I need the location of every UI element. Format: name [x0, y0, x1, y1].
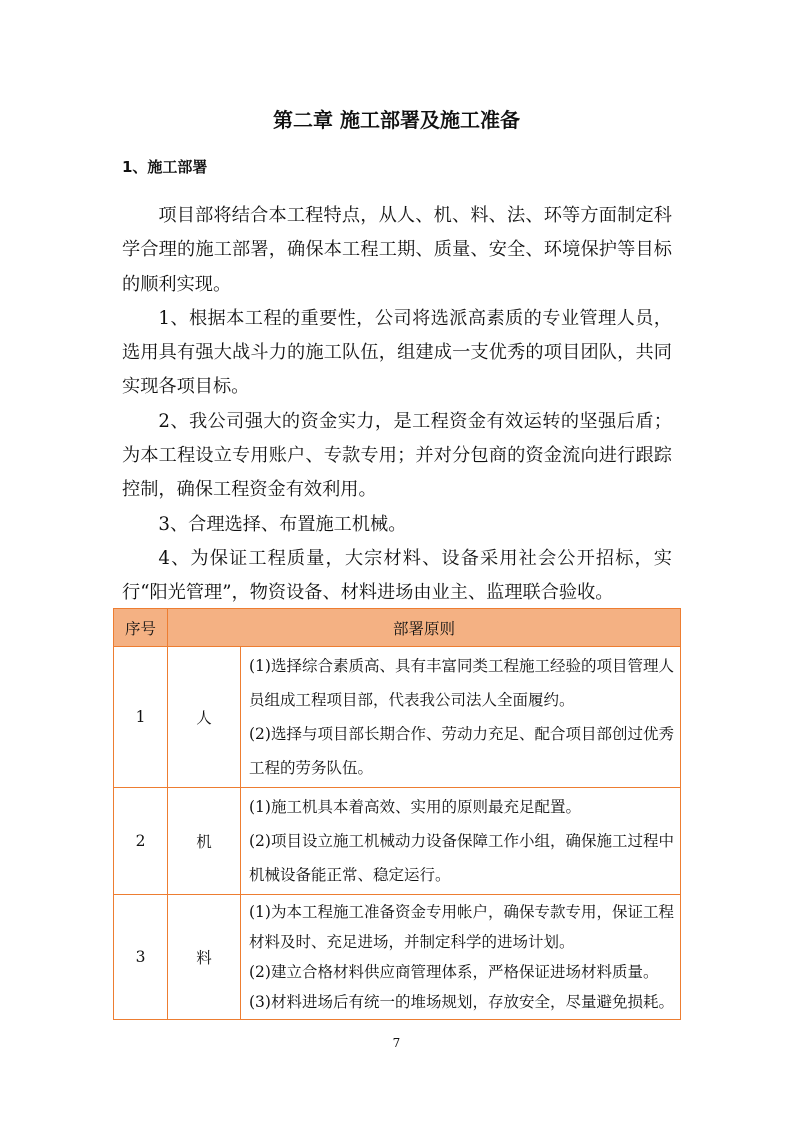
page-number: 7: [392, 1036, 401, 1050]
paragraph: 3、合理选择、布置施工机械。: [158, 513, 407, 535]
row-category: 机: [168, 788, 241, 895]
row-category: 人: [168, 647, 241, 788]
row-item: (2)项目设立施工机械动力设备保障工作小组，确保施工过程中机械设备能正常、稳定运行。: [249, 832, 674, 884]
row-item: (2)选择与项目部长期合作、劳动力充足、配合项目部创过优秀工程的劳务队伍。: [249, 725, 674, 777]
row-item: (1)为本工程施工准备资金专用帐户，确保专款专用，保证工程材料及时、充足进场，并制定科学的进场计划。: [249, 903, 674, 951]
row-items: [241, 788, 681, 895]
row-item: (1)选择综合素质高、具有丰富同类工程施工经验的项目管理人员组成工程项目部，代表我公司法人全面履约。: [249, 657, 674, 709]
row-item: (3)材料进场后有统一的堆场规划，存放安全，尽量避免损耗。: [249, 993, 674, 1011]
paragraph: 4、为保证工程质量，大宗材料、设备采用社会公开招标，实行“阳光管理”，物资设备、材料进场由业主、监理联合验收。: [122, 547, 672, 604]
row-item: (1)施工机具本着高效、实用的原则最充足配置。: [249, 798, 581, 816]
table-row: [114, 788, 681, 895]
table-row: [114, 895, 681, 1020]
row-item: (2)建立合格材料供应商管理体系，严格保证进场材料质量。: [249, 963, 659, 981]
header-no: 序号: [114, 609, 168, 647]
header-principle: 部署原则: [168, 609, 681, 647]
row-category: 料: [168, 895, 241, 1020]
table-header-row: [114, 609, 681, 647]
section-heading: 1、施工部署: [122, 158, 208, 176]
row-items: [241, 895, 681, 1020]
paragraph: 1、根据本工程的重要性，公司将选派高素质的专业管理人员，选用具有强大战斗力的施工队伍，组建成一支优秀的项目团队，共同实现各项目标。: [122, 307, 672, 398]
paragraph: 项目部将结合本工程特点，从人、机、料、法、环等方面制定科学合理的施工部署，确保本工程工期、质量、安全、环境保护等目标的顺利实现。: [122, 205, 672, 295]
row-no: 3: [114, 895, 168, 1020]
paragraph: 2、我公司强大的资金实力，是工程资金有效运转的坚强后盾；为本工程设立专用账户、专款专用；并对分包商的资金流向进行跟踪控制，确保工程资金有效利用。: [122, 410, 672, 501]
deployment-table: [113, 608, 681, 1020]
row-no: 2: [114, 788, 168, 895]
row-items: [241, 647, 681, 788]
chapter-title: 第二章 施工部署及施工准备: [273, 108, 520, 132]
body-text: [122, 199, 672, 611]
table-row: [114, 647, 681, 788]
row-no: 1: [114, 647, 168, 788]
